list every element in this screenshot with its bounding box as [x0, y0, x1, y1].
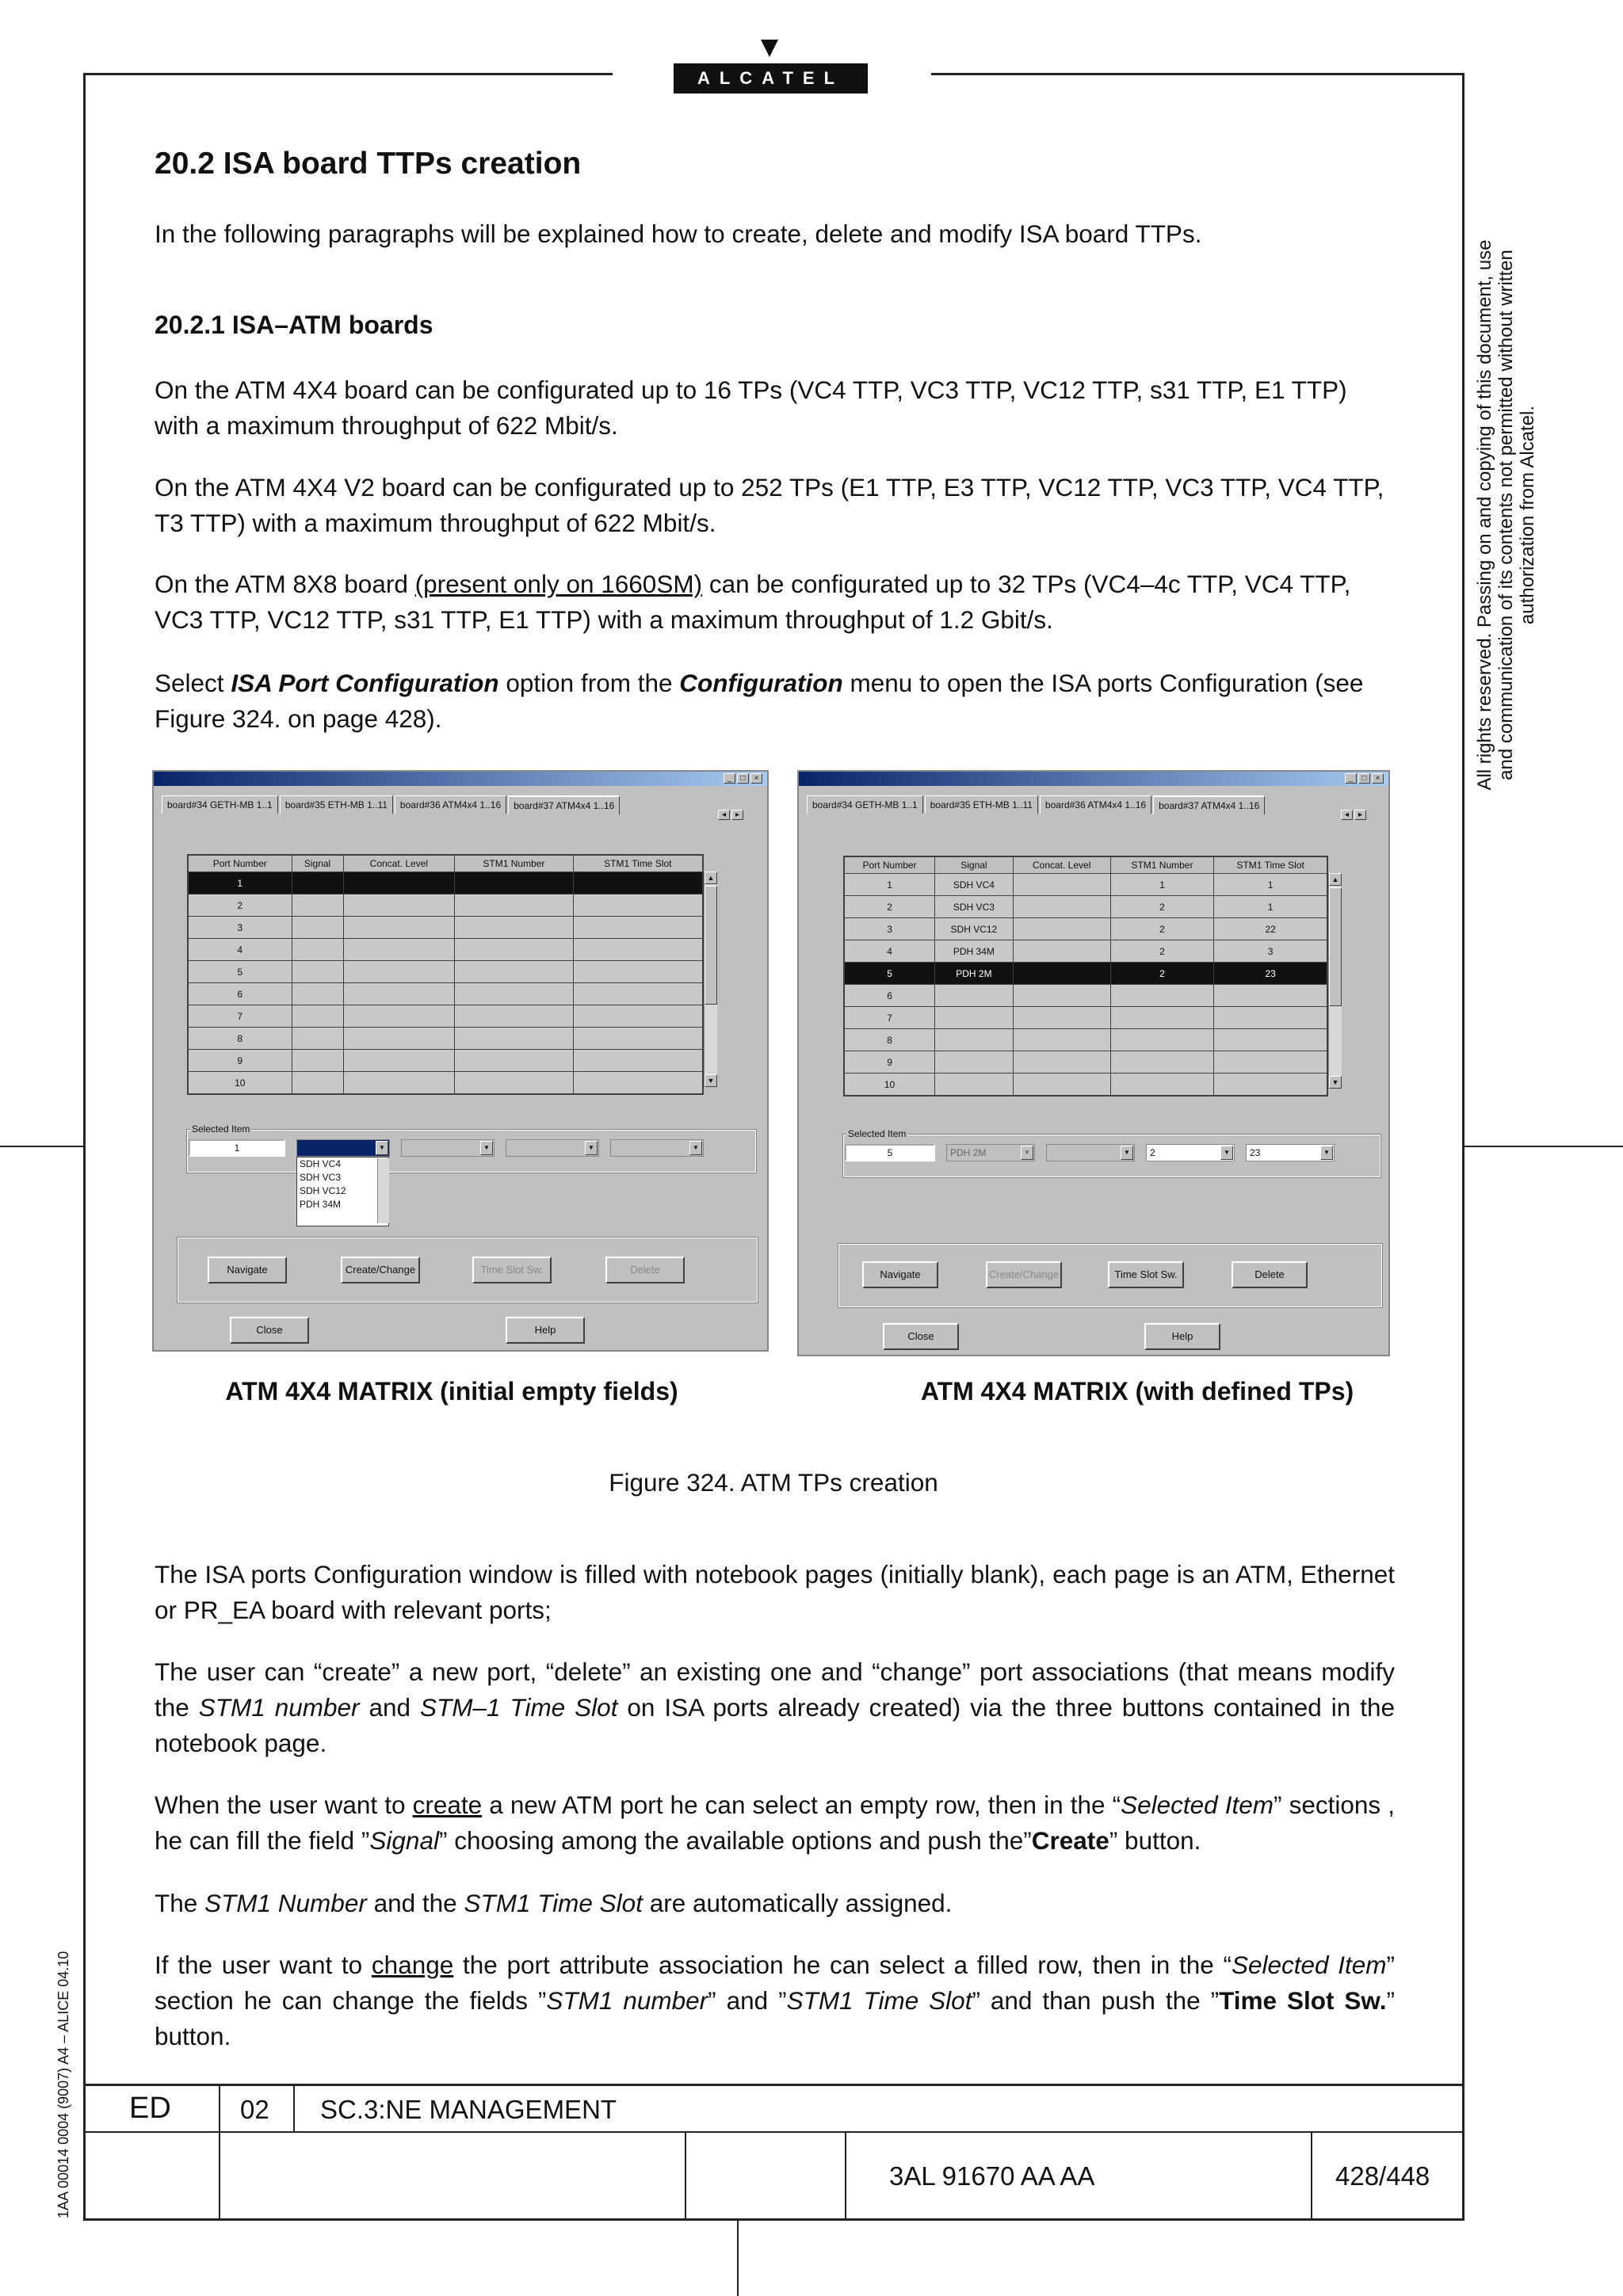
footer-mid-line: [83, 2131, 1465, 2133]
table-row[interactable]: 8: [845, 1029, 1327, 1051]
paragraph-auto-assigned: The STM1 Number and the STM1 Time Slot are automatically assigned.: [155, 1889, 953, 1917]
table-row[interactable]: 7: [189, 1005, 703, 1028]
col-port-number: Port Number: [189, 856, 292, 872]
selected-item-label: Selected Item: [848, 1128, 907, 1139]
alcatel-logo: ALCATEL: [674, 63, 868, 93]
selected-port-field[interactable]: 5: [845, 1144, 935, 1161]
paragraph-atm8x8: On the ATM 8X8 board (present only on 1660SM) can be configurated up to 32 TPs (VC4–4c TTP, VC4 TTP, VC3 TTP, VC12 TTP, s31 TTP, E1 TTP) with a maximum throughput of 1.2 Gbit/s.: [155, 570, 1351, 634]
tab-scroll-left[interactable]: ◂: [718, 810, 730, 820]
title-bar: [154, 772, 767, 786]
close-window-button[interactable]: ×: [1372, 773, 1384, 784]
tab-board-34[interactable]: board#34 GETH-MB 1..1: [807, 795, 923, 814]
tab-scroll-right[interactable]: ▸: [1354, 810, 1366, 820]
concat-level-combo[interactable]: ▼: [1046, 1144, 1135, 1161]
scroll-down-button[interactable]: ▼: [1329, 1076, 1342, 1089]
table-row[interactable]: 6: [845, 985, 1327, 1007]
paragraph-create-delete-change: The user can “create” a new port, “delete” an existing one and “change” port associations (that means modify the STM1 number and STM–1 Time Slot on ISA ports already created) via the three buttons contained in the notebook page.: [155, 1657, 1395, 1757]
footer-section: SC.3:NE MANAGEMENT: [320, 2095, 617, 2124]
isa-config-window-left: [152, 770, 769, 1352]
selected-port-field[interactable]: 1: [189, 1139, 285, 1157]
col-stm1-number: STM1 Number: [1110, 857, 1214, 874]
paragraph-select-option: Select ISA Port Configuration option from the Configuration menu to open the ISA ports Configuration (see Figure 324. on page 428).: [155, 669, 1364, 733]
signal-combo[interactable]: PDH 2M ▼: [946, 1144, 1035, 1161]
table-scrollbar[interactable]: [704, 871, 717, 1087]
footer-col-5: [1311, 2131, 1312, 2220]
scroll-up-button[interactable]: ▲: [1329, 873, 1342, 886]
signal-dropdown-list[interactable]: [296, 1157, 389, 1226]
paragraph-atm4x4: On the ATM 4X4 board can be configurated up to 16 TPs (VC4 TTP, VC3 TTP, VC12 TTP, s31 TTP, E1 TTP) with a maximum throughput of 622 Mbit/s.: [155, 376, 1347, 440]
help-button[interactable]: Help: [1144, 1323, 1220, 1350]
footer-col-1: [219, 2084, 220, 2220]
col-stm1-number: STM1 Number: [455, 856, 573, 872]
close-window-button[interactable]: ×: [750, 773, 762, 784]
time-slot-sw-button[interactable]: Time Slot Sw.: [1108, 1261, 1184, 1288]
navigate-button[interactable]: Navigate: [208, 1257, 287, 1283]
selected-item-label: Selected Item: [192, 1123, 250, 1135]
paragraph-change: If the user want to change the port attribute association he can select a filled row, then in the “Selected Item” section he can change the fields ”STM1 number” and ”STM1 Time Slot” and than push the ”Time Slot Sw.” button.: [155, 1951, 1396, 2050]
footer-top-line: [83, 2084, 1465, 2086]
delete-button[interactable]: Delete: [1232, 1261, 1308, 1288]
delete-button[interactable]: Delete: [605, 1257, 685, 1283]
create-change-button[interactable]: Create/Change: [986, 1261, 1062, 1288]
col-port-number: Port Number: [845, 857, 935, 874]
footer-col-4: [845, 2131, 846, 2220]
frame-bottom: [83, 2218, 1465, 2221]
scroll-thumb[interactable]: [1329, 887, 1342, 1006]
intro-paragraph: In the following paragraphs will be explained how to create, delete and modify ISA board TTPs.: [155, 219, 1202, 248]
tab-board-36[interactable]: board#36 ATM4x4 1..16: [395, 795, 506, 814]
col-signal: Signal: [292, 856, 343, 872]
table-row[interactable]: 10: [189, 1072, 703, 1094]
table-row[interactable]: 6: [189, 983, 703, 1005]
table-row[interactable]: 5: [189, 961, 703, 983]
time-slot-sw-button[interactable]: Time Slot Sw.: [472, 1257, 552, 1283]
table-row[interactable]: 10: [845, 1074, 1327, 1096]
ports-table: [187, 854, 704, 1095]
table-row[interactable]: 7: [845, 1007, 1327, 1029]
table-row[interactable]: 4: [189, 939, 703, 961]
footer-page-number: 428/448: [1335, 2161, 1430, 2191]
board-tabs: [162, 795, 621, 814]
paragraph-atm4x4v2: On the ATM 4X4 V2 board can be configurated up to 252 TPs (E1 TTP, E3 TTP, VC12 TTP, VC3 TTP, VC4 TTP, T3 TTP) with a maximum throughput of 622 Mbit/s.: [155, 473, 1384, 537]
title-bar: [799, 772, 1388, 786]
frame-left: [83, 73, 86, 2220]
frame-top-right: [931, 73, 1465, 75]
stm1-number-combo[interactable]: 2 ▼: [1146, 1144, 1235, 1161]
time-slot-combo[interactable]: 23 ▼: [1246, 1144, 1335, 1161]
footer-col-2: [293, 2084, 295, 2133]
navigate-button[interactable]: Navigate: [862, 1261, 938, 1288]
tab-board-37[interactable]: board#37 ATM4x4 1..16: [1153, 795, 1265, 814]
tab-board-36[interactable]: board#36 ATM4x4 1..16: [1040, 795, 1151, 814]
footer-ed-value: 02: [240, 2095, 269, 2124]
table-row[interactable]: 2: [189, 894, 703, 917]
ports-table: [843, 856, 1328, 1097]
table-row[interactable]: 1: [189, 872, 703, 894]
option-pdh-34m[interactable]: PDH 34M: [300, 1199, 342, 1210]
footer-doc-code: 3AL 91670 AA AA: [889, 2161, 1095, 2191]
table-row[interactable]: 9: [189, 1050, 703, 1072]
col-stm1-time-slot: STM1 Time Slot: [573, 856, 702, 872]
concat-level-combo[interactable]: ▼: [401, 1139, 495, 1157]
caption-right: ATM 4X4 MATRIX (with defined TPs): [920, 1377, 1354, 1405]
paragraph-create: When the user want to create a new ATM port he can select an empty row, then in the “Selected Item” sections , he can fill the field ”Signal” choosing among the available options and push the”Create” button.: [155, 1791, 1395, 1855]
maximize-button[interactable]: □: [737, 773, 749, 784]
close-button[interactable]: Close: [883, 1323, 959, 1350]
scroll-down-button[interactable]: ▼: [705, 1074, 717, 1087]
table-row[interactable]: 1 SDH VC4 1 1: [845, 874, 1327, 896]
figure-caption: Figure 324. ATM TPs creation: [609, 1468, 938, 1497]
scroll-thumb[interactable]: [705, 886, 717, 1005]
table-row[interactable]: 3: [189, 917, 703, 939]
table-row[interactable]: 4 PDH 34M 2 3: [845, 940, 1327, 963]
table-row[interactable]: 2 SDH VC3 2 1: [845, 896, 1327, 918]
tab-board-35[interactable]: board#35 ETH-MB 1..11: [280, 795, 393, 814]
minimize-button[interactable]: _: [1345, 773, 1357, 784]
table-row[interactable]: 9: [845, 1051, 1327, 1074]
document-code-vertical: 1AA 00014 0004 (9007) A4 – ALICE 04.10: [55, 1951, 71, 2218]
table-row[interactable]: 8: [189, 1028, 703, 1050]
logo-triangle: [761, 40, 778, 57]
col-stm1-time-slot: STM1 Time Slot: [1214, 857, 1327, 874]
table-row[interactable]: 3 SDH VC12 2 22: [845, 918, 1327, 940]
footer-ed-label: ED: [129, 2092, 171, 2125]
copyright-notice: All rights reserved. Passing on and copying of this document, use and communication of its contents not permitted without written authorization from Alcatel.: [1474, 239, 1538, 791]
table-row[interactable]: 5 PDH 2M 2 23: [845, 963, 1327, 985]
table-scrollbar[interactable]: [1328, 873, 1342, 1089]
margin-mark-right: [1465, 1146, 1623, 1147]
paragraph-notebook: The ISA ports Configuration window is filled with notebook pages (initially blank), each page is an ATM, Ethernet or PR_EA board with relevant ports;: [155, 1560, 1395, 1624]
col-concat-level: Concat. Level: [1013, 857, 1110, 874]
option-sdh-vc4[interactable]: SDH VC4: [300, 1158, 342, 1169]
col-concat-level: Concat. Level: [343, 856, 455, 872]
tab-board-35[interactable]: board#35 ETH-MB 1..11: [925, 795, 1038, 814]
maximize-button[interactable]: □: [1358, 773, 1370, 784]
time-slot-combo[interactable]: ▼: [610, 1139, 704, 1157]
footer-col-3: [685, 2131, 686, 2220]
caption-left: ATM 4X4 MATRIX (initial empty fields): [225, 1377, 678, 1405]
tab-board-34[interactable]: board#34 GETH-MB 1..1: [162, 795, 278, 814]
tab-scroll-left[interactable]: ◂: [1341, 810, 1353, 820]
margin-mark-left: [0, 1146, 83, 1147]
option-sdh-vc3[interactable]: SDH VC3: [300, 1172, 342, 1183]
section-title: 20.2 ISA board TTPs creation: [155, 147, 582, 181]
frame-top-left: [83, 73, 613, 75]
minimize-button[interactable]: _: [724, 773, 735, 784]
stm1-number-combo[interactable]: ▼: [506, 1139, 599, 1157]
isa-config-window-right: [797, 770, 1390, 1356]
scroll-up-button[interactable]: ▲: [705, 871, 717, 884]
tab-board-37[interactable]: board#37 ATM4x4 1..16: [508, 795, 620, 814]
col-signal: Signal: [935, 857, 1014, 874]
create-change-button[interactable]: Create/Change: [341, 1257, 420, 1283]
dropdown-scrollbar[interactable]: [377, 1158, 389, 1223]
help-button[interactable]: Help: [506, 1317, 585, 1344]
option-sdh-vc12[interactable]: SDH VC12: [300, 1185, 346, 1196]
close-button[interactable]: Close: [230, 1317, 309, 1344]
bottom-center-mark: [737, 2218, 739, 2296]
tab-scroll-right[interactable]: ▸: [731, 810, 743, 820]
board-tabs: [807, 795, 1266, 814]
signal-combo[interactable]: ▼: [296, 1139, 390, 1157]
subsection-title: 20.2.1 ISA–ATM boards: [155, 311, 433, 339]
